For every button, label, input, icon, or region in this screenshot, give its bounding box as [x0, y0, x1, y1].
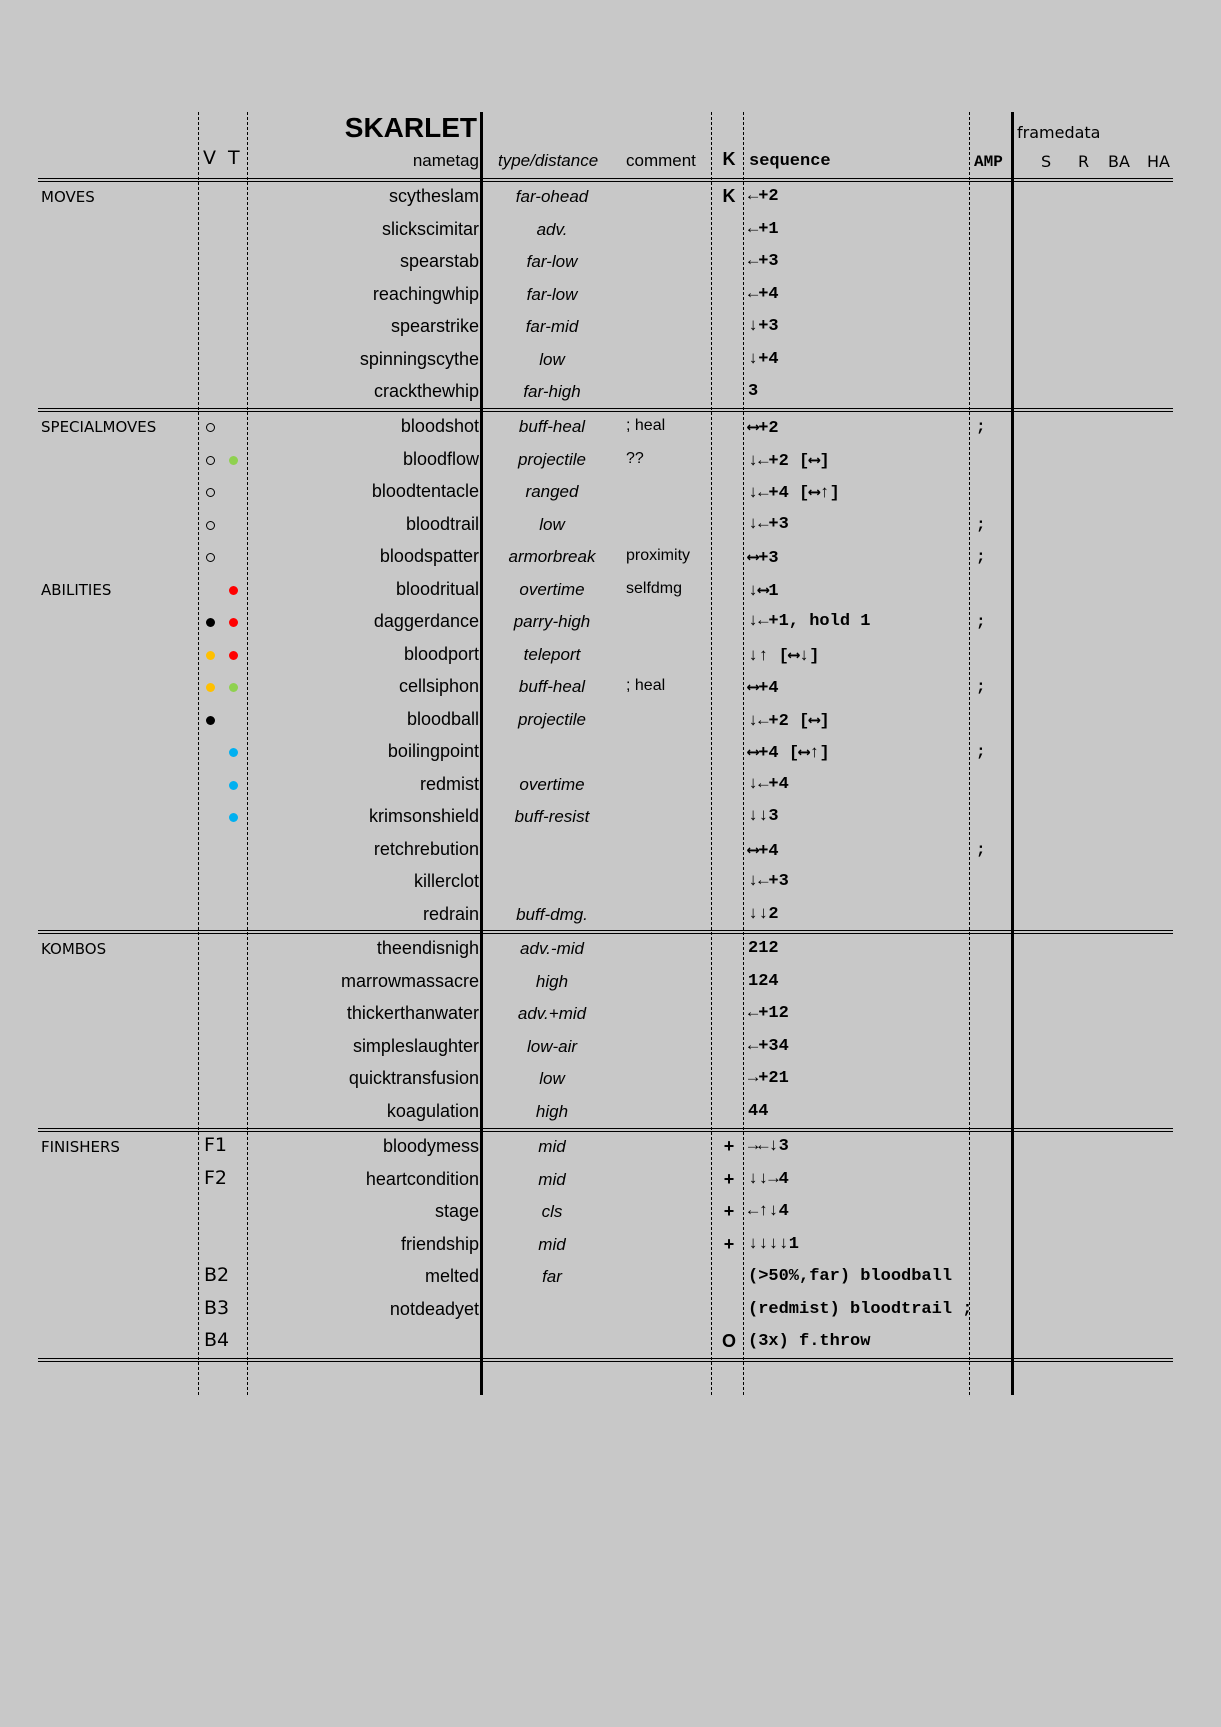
- move-name: melted: [424, 1266, 479, 1286]
- move-sequence: (>50%,far) bloodball: [748, 1267, 953, 1286]
- move-name: redmist: [419, 773, 479, 794]
- move-name: crackthewhip: [373, 381, 479, 401]
- move-type: far-high: [523, 382, 581, 401]
- k-marker: +: [723, 1136, 735, 1156]
- move-sequence: (redmist) bloodtrail ;: [748, 1299, 973, 1319]
- v-status-dot: [206, 716, 215, 725]
- move-name: bloodtentacle: [371, 481, 479, 501]
- t-status-dot: [229, 683, 238, 692]
- header-comment: comment: [626, 151, 696, 170]
- move-type: low-air: [526, 1036, 578, 1056]
- move-sequence: ↓←+4 [⟷↑]: [748, 484, 840, 503]
- move-type: cls: [541, 1202, 563, 1221]
- move-type: low: [539, 349, 565, 369]
- rule-specialmoves: [38, 408, 1173, 412]
- move-sequence: ↓←+1, hold 1: [748, 612, 871, 631]
- finisher-code: B2: [204, 1264, 230, 1286]
- t-status-dot: [229, 586, 238, 595]
- move-sequence: ⟷+4: [748, 679, 779, 698]
- header-fd-r: R: [1078, 152, 1090, 171]
- move-type: low: [539, 514, 565, 534]
- t-status-dot: [229, 781, 238, 790]
- move-sequence: 124: [748, 971, 779, 991]
- amp-marker: ;: [976, 678, 986, 696]
- move-name: stage: [434, 1201, 479, 1221]
- move-name: spearstab: [399, 251, 479, 271]
- move-sequence: ↓↑ [⟷↓]: [748, 646, 820, 666]
- amp-marker: ;: [976, 840, 986, 859]
- move-sequence: 44: [748, 1101, 769, 1121]
- move-type: overtime: [519, 774, 585, 794]
- rule-kombos: [38, 930, 1173, 934]
- t-status-dot: [229, 813, 238, 822]
- header-framedata: framedata: [1017, 123, 1101, 142]
- move-name: spinningscythe: [359, 348, 479, 369]
- move-type: ranged: [525, 482, 579, 501]
- k-marker: O: [721, 1331, 736, 1351]
- finisher-code: F2: [204, 1166, 228, 1189]
- v-status-dot: [206, 456, 215, 465]
- move-type: overtime: [519, 579, 585, 599]
- move-type: far-low: [526, 284, 578, 304]
- header-type: type/distance: [498, 151, 599, 170]
- move-name: cellsiphon: [398, 676, 479, 696]
- move-name: daggerdance: [373, 611, 479, 631]
- section-label: MOVES: [41, 188, 95, 206]
- move-name: krimsonshield: [368, 806, 479, 826]
- v-status-dot: [206, 618, 215, 627]
- move-name: bloodspatter: [379, 546, 479, 566]
- move-type: adv.-mid: [520, 939, 584, 958]
- move-sequence: ↓←+3: [748, 872, 789, 891]
- move-comment: ??: [626, 449, 644, 467]
- move-type: far-mid: [525, 317, 579, 336]
- section-label: SPECIALMOVES: [41, 418, 157, 436]
- move-sequence: ←↑↓4: [748, 1202, 789, 1221]
- move-name: reachingwhip: [372, 283, 479, 304]
- move-name: bloodflow: [402, 448, 479, 469]
- move-comment: ; heal: [626, 677, 666, 694]
- move-name: boilingpoint: [387, 741, 479, 761]
- move-type: far-ohead: [515, 187, 589, 206]
- move-sequence: ⟷+2: [748, 419, 779, 438]
- move-sequence: ↓↓3: [748, 807, 779, 826]
- move-type: projectile: [517, 449, 587, 469]
- move-name: notdeadyet: [389, 1298, 479, 1319]
- move-type: mid: [538, 1234, 566, 1254]
- header-v: V: [203, 147, 216, 169]
- move-sequence: 3: [748, 382, 759, 401]
- move-type: teleport: [523, 644, 581, 664]
- header-fd-ha: HA: [1147, 152, 1170, 171]
- t-status-dot: [229, 456, 238, 465]
- divider-amp: [969, 112, 970, 1395]
- v-status-dot: [206, 488, 215, 497]
- divider-v: [198, 112, 199, 1395]
- k-marker: +: [723, 1168, 735, 1189]
- move-sequence: ↓↓↓↓1: [748, 1234, 800, 1254]
- move-sequence: (3x) f.throw: [748, 1332, 871, 1351]
- rule-header: [38, 178, 1173, 182]
- move-sequence: ⟷+3: [748, 549, 779, 568]
- move-sequence: ⟷+4 [⟷↑]: [748, 744, 830, 763]
- move-name: quicktransfusion: [348, 1068, 479, 1088]
- section-label: ABILITIES: [41, 580, 112, 599]
- move-name: bloodtrail: [405, 513, 479, 534]
- amp-marker: ;: [976, 613, 986, 631]
- divider-comment: [711, 112, 712, 1395]
- move-name: scytheslam: [388, 186, 479, 206]
- k-marker: K: [722, 186, 736, 206]
- header-t: T: [228, 147, 240, 169]
- move-comment: proximity: [626, 547, 691, 564]
- divider-framedata: [1011, 112, 1014, 1395]
- move-sequence: →←↓3: [748, 1137, 789, 1156]
- move-name: redrain: [422, 903, 479, 924]
- move-type: mid: [538, 1169, 566, 1189]
- move-sequence: ↓⟷1: [748, 581, 779, 601]
- move-name: heartcondition: [365, 1168, 479, 1189]
- move-comment: ; heal: [626, 417, 666, 434]
- move-name: killerclot: [413, 871, 479, 891]
- move-name: bloodymess: [382, 1136, 479, 1156]
- move-type: armorbreak: [508, 547, 596, 566]
- move-sequence: ↓+3: [748, 317, 779, 336]
- divider-nametag: [480, 112, 483, 1395]
- move-sequence: ←+2: [748, 187, 779, 206]
- v-status-dot: [206, 683, 215, 692]
- move-sequence: ↓←+3: [748, 514, 789, 534]
- move-name: friendship: [400, 1233, 479, 1254]
- amp-marker: ;: [976, 548, 986, 566]
- move-type: buff-resist: [514, 807, 590, 826]
- header-fd-ba: BA: [1108, 152, 1130, 171]
- move-type: far: [542, 1267, 562, 1286]
- move-type: high: [535, 1101, 569, 1121]
- t-status-dot: [229, 651, 238, 660]
- finisher-code: F1: [204, 1134, 228, 1156]
- move-sequence: ←+3: [748, 252, 779, 271]
- move-comment: selfdmg: [626, 579, 683, 597]
- move-type: parry-high: [513, 612, 591, 631]
- t-status-dot: [229, 748, 238, 757]
- v-status-dot: [206, 521, 215, 530]
- divider-t: [247, 112, 248, 1395]
- amp-marker: ;: [976, 743, 986, 761]
- move-name: simpleslaughter: [352, 1035, 479, 1056]
- move-sequence: ←+34: [748, 1036, 789, 1056]
- move-name: bloodball: [406, 708, 479, 729]
- move-sequence: ↓←+4: [748, 774, 789, 794]
- divider-k: [743, 112, 744, 1395]
- v-status-dot: [206, 651, 215, 660]
- amp-marker: ;: [976, 515, 986, 534]
- move-type: adv.+mid: [517, 1004, 587, 1023]
- move-sequence: ↓↓→4: [748, 1169, 789, 1189]
- move-name: koagulation: [386, 1100, 479, 1121]
- move-sequence: →+21: [748, 1069, 789, 1088]
- move-sequence: ←+1: [748, 219, 779, 239]
- header-fd-s: S: [1041, 152, 1052, 171]
- move-name: spearstrike: [390, 316, 479, 336]
- finisher-code: B3: [204, 1296, 230, 1319]
- character-title: SKARLET: [344, 112, 477, 143]
- k-marker: +: [723, 1201, 735, 1221]
- move-type: low: [539, 1069, 565, 1088]
- move-type: buff-dmg.: [516, 904, 588, 924]
- move-name: thickerthanwater: [346, 1003, 479, 1023]
- move-type: buff-heal: [518, 677, 586, 696]
- move-name: bloodritual: [395, 578, 479, 599]
- move-type: high: [535, 971, 569, 991]
- header-k: K: [722, 149, 736, 169]
- rule-end: [38, 1358, 1173, 1362]
- header-amp: AMP: [974, 153, 1003, 171]
- move-type: buff-heal: [518, 417, 586, 436]
- v-status-dot: [206, 423, 215, 432]
- move-sequence: ←+12: [748, 1004, 789, 1023]
- section-label: KOMBOS: [41, 940, 107, 958]
- move-name: retchrebution: [373, 838, 479, 859]
- move-sequence: ↓+4: [748, 349, 779, 369]
- header-sequence: sequence: [749, 152, 831, 171]
- move-name: marrowmassacre: [340, 970, 479, 991]
- move-sequence: ←+4: [748, 284, 779, 304]
- rule-finishers: [38, 1128, 1173, 1132]
- k-marker: +: [723, 1233, 735, 1254]
- move-sequence: ↓←+2 [⟷]: [748, 451, 830, 471]
- move-type: projectile: [517, 709, 587, 729]
- move-sequence: ⟷+4: [748, 841, 779, 861]
- section-label: FINISHERS: [41, 1138, 120, 1156]
- move-type: far-low: [526, 252, 578, 271]
- header-nametag: nametag: [412, 151, 479, 170]
- move-name: bloodport: [403, 643, 479, 664]
- amp-marker: ;: [976, 418, 986, 436]
- move-name: bloodshot: [400, 416, 479, 436]
- move-name: theendisnigh: [376, 938, 479, 958]
- t-status-dot: [229, 618, 238, 627]
- move-type: adv.: [536, 219, 568, 239]
- move-sequence: 212: [748, 939, 779, 958]
- move-name: slickscimitar: [382, 218, 479, 239]
- finisher-code: B4: [204, 1329, 230, 1351]
- move-sequence: ↓←+2 [⟷]: [748, 711, 830, 731]
- move-sequence: ↓↓2: [748, 904, 779, 924]
- move-type: mid: [538, 1137, 566, 1156]
- v-status-dot: [206, 553, 215, 562]
